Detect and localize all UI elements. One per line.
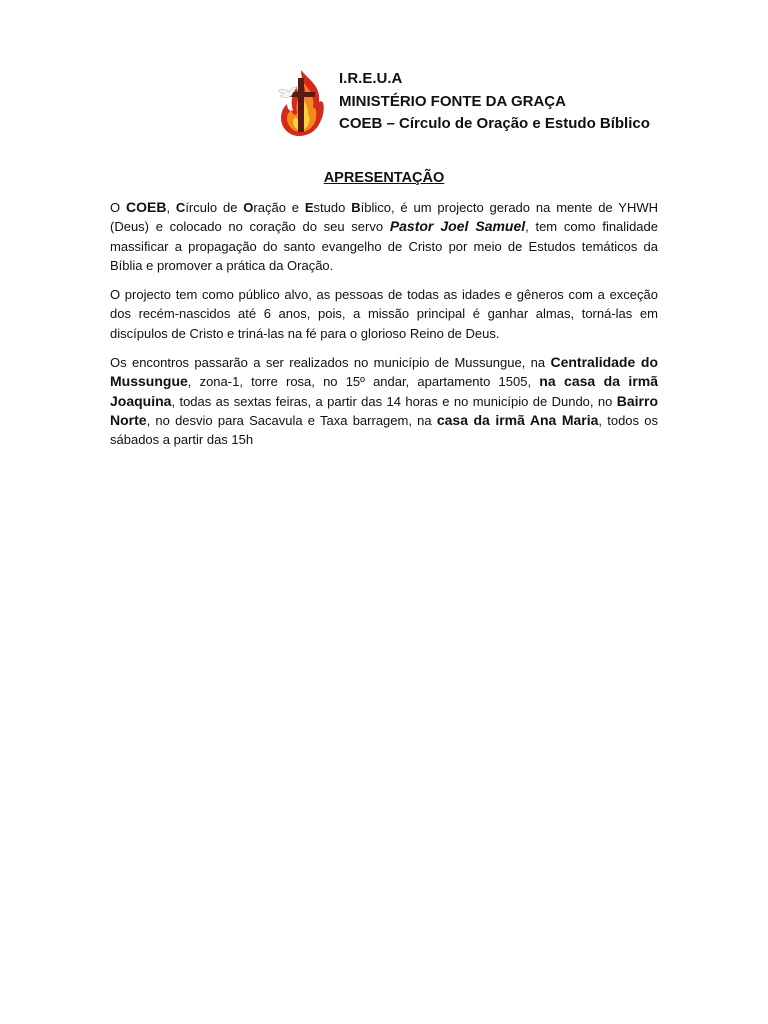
church-acronym: I.R.E.U.A bbox=[339, 70, 403, 87]
host-ana-maria: casa da irmã Ana Maria bbox=[436, 411, 599, 428]
document-body bbox=[110, 198, 658, 460]
paragraph-audience: O projecto tem como público alvo, as pessoas de todas as idades e gêneros com a exceção dos recém-nascidos até 6 anos, pois, a missão principal é ganhar almas, torná-las em discípulos de Cristo e triná-las na fé para o glorioso Reino de Deus. bbox=[110, 287, 658, 341]
paragraph-introduction: O COEB, Círculo de Oração e Estudo Bíblico, é um projecto gerado na mente de YHWH (Deus) e colocado no coração do seu servo Pastor Joel Samuel, tem como finalidade massificar a propagação do santo evangelho de Cristo por meio de Estudos temáticos da Bíblia e promover a prática da Oração. bbox=[110, 199, 658, 273]
pastor-name: Pastor Joel Samuel bbox=[389, 218, 526, 235]
location-bairro-norte: Bairro Norte bbox=[110, 392, 658, 428]
host-joaquina: na casa da irmã Joaquina bbox=[110, 373, 659, 409]
document-title: APRESENTAÇÃO bbox=[323, 170, 445, 186]
group-name: COEB – Círculo de Oração e Estudo Bíblico bbox=[339, 115, 650, 132]
coeb-acronym: COEB bbox=[125, 199, 167, 215]
document-header bbox=[275, 68, 715, 140]
location-centralidade: Centralidade do Mussungue bbox=[110, 354, 659, 390]
paragraph-meetings: Os encontros passarão a ser realizados no município de Mussungue, na Centralidade do Mussungue, zona-1, torre rosa, no 15º andar, apartamento 1505, na casa da irmã Joaquina, todas as sextas feiras, a partir das 14 horas e no município de Dundo, no Bairro Norte, no desvio para Sacavula e Taxa barragem, na casa da irmã Ana Maria, todos os sábados a partir das 15h bbox=[110, 354, 659, 448]
flaming-cross-dove-logo bbox=[275, 68, 327, 138]
ministry-name: MINISTÉRIO FONTE DA GRAÇA bbox=[339, 92, 566, 110]
